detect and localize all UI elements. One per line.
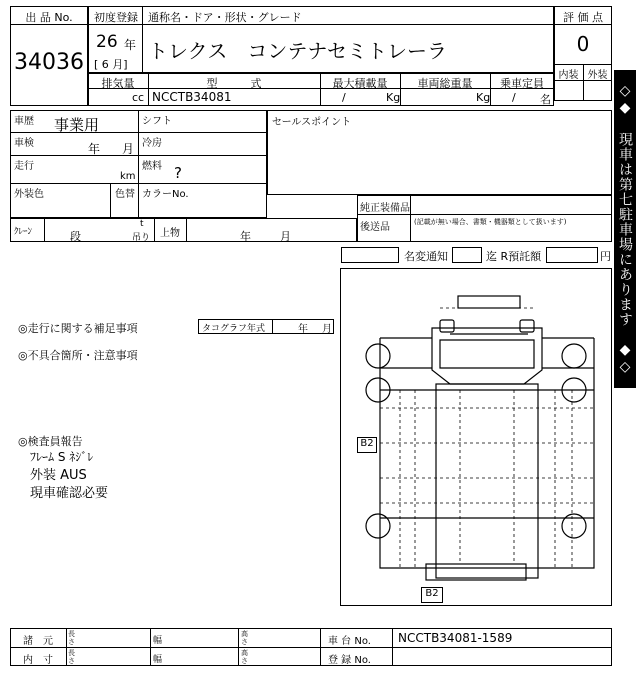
upper-year: 年	[240, 230, 251, 243]
tachograph-year: 年	[298, 324, 308, 335]
vehicle-diagram	[340, 268, 612, 606]
mileage-unit: km	[120, 171, 136, 182]
capacity-sep: /	[512, 91, 516, 104]
inspection-label: 車検	[14, 138, 34, 149]
lot-number-label: 出 品 No.	[25, 11, 73, 24]
fuel-value: ?	[174, 164, 182, 182]
kg-unit-2: Kg	[476, 91, 491, 104]
history-value: 事業用	[54, 116, 100, 134]
inspection-month: 月	[122, 142, 135, 156]
interior-label: 内装	[558, 70, 579, 81]
deposit-label: 迄 R預託額	[486, 250, 542, 263]
inspector-line-1: ﾌﾚｰﾑ S ﾈｼﾞﾚ	[30, 450, 94, 464]
shift-label: シフト	[142, 116, 172, 127]
yen-unit: 円	[600, 250, 611, 263]
displacement-unit: cc	[132, 91, 145, 104]
model-name-label: 通称名・ドア・形状・グレード	[148, 11, 302, 24]
damage-mark-b2-rear: B2	[421, 587, 443, 603]
max-load-label: 最大積載量	[332, 77, 388, 90]
dims-label: 諸 元	[23, 636, 53, 647]
crane-label: ｸﾚｰﾝ	[14, 227, 33, 237]
mileage-label: 走行	[14, 161, 34, 172]
history-label: 車歴	[14, 116, 34, 127]
chassis-no-label: 車 台 No.	[328, 636, 371, 647]
lot-number: 34036	[14, 50, 84, 75]
crane-lift: 吊り	[132, 233, 151, 243]
registration-no-label: 登 録 No.	[328, 655, 371, 666]
exterior-label: 外装	[587, 70, 608, 81]
capacity-unit: 名	[540, 93, 551, 106]
exterior-color-label: 外装色	[14, 189, 44, 200]
max-load-sep: /	[342, 91, 346, 104]
parking-location-banner: ◇◆ 現車は第七駐車場にあります ◆◇	[614, 70, 636, 388]
sales-points-label: セールスポイント	[272, 117, 352, 128]
chassis-no: NCCTB34081-1589	[398, 631, 513, 645]
inspector-line-3: 現車確認必要	[30, 486, 109, 501]
fuel-label: 燃料	[142, 161, 162, 172]
color-code-label: カラーNo.	[142, 189, 189, 200]
width-label-1: 幅	[153, 636, 163, 646]
first-reg-year: 26	[96, 32, 118, 52]
shipping-label: 後送品	[360, 222, 390, 233]
inspector-line-2: 外装 AUS	[30, 468, 87, 483]
driving-remarks-label: ◎走行に関する補足事項	[18, 322, 138, 335]
model-code-label: 型 式	[206, 77, 262, 90]
length-label-2: 長さ	[68, 649, 75, 665]
displacement-label: 排気量	[101, 77, 135, 90]
score-value: 0	[576, 32, 590, 56]
color-change-label: 色替	[115, 189, 135, 200]
inspection-year: 年	[88, 142, 101, 156]
inspector-report-label: ◎検査員報告	[18, 435, 83, 448]
name-change-box	[341, 247, 399, 263]
shipping-note: (記載が無い場合、書類・機器類として扱います)	[414, 218, 567, 226]
length-label-1: 長さ	[68, 630, 75, 646]
inner-dims-label: 内 寸	[23, 655, 53, 666]
upper-month: 月	[280, 230, 291, 243]
tachograph-month: 月	[322, 324, 332, 335]
model-code: NCCTB34081	[152, 90, 232, 104]
damage-mark-b2-side: B2	[357, 437, 377, 453]
first-reg-label: 初度登録	[94, 11, 138, 24]
name-change-label: 名変通知	[404, 250, 448, 263]
gross-weight-label: 車両総重量	[417, 77, 473, 90]
first-reg-year-unit: 年	[124, 38, 137, 52]
model-name: トレクス コンテナセミトレーラ	[148, 39, 447, 63]
tachograph-label: タコグラフ年式	[202, 324, 266, 334]
capacity-label: 乗車定員	[500, 77, 544, 90]
width-label-2: 幅	[153, 655, 163, 665]
score-label: 評 価 点	[563, 11, 603, 24]
upper-label: 上物	[160, 228, 180, 239]
deposit-value-box	[546, 247, 598, 263]
crane-stage: 段	[70, 230, 81, 243]
equipment-label: 純正装備品	[360, 203, 410, 214]
height-label-2: 高さ	[241, 649, 248, 665]
name-change-value-box	[452, 247, 482, 263]
crane-ton: t	[140, 219, 144, 229]
defects-label: ◎不具合箇所・注意事項	[18, 349, 138, 362]
height-label-1: 高さ	[241, 630, 248, 646]
crane-row	[10, 218, 357, 242]
first-reg-month: [ 6 月]	[94, 58, 128, 71]
kg-unit-1: Kg	[386, 91, 401, 104]
ac-label: 冷房	[142, 138, 162, 149]
